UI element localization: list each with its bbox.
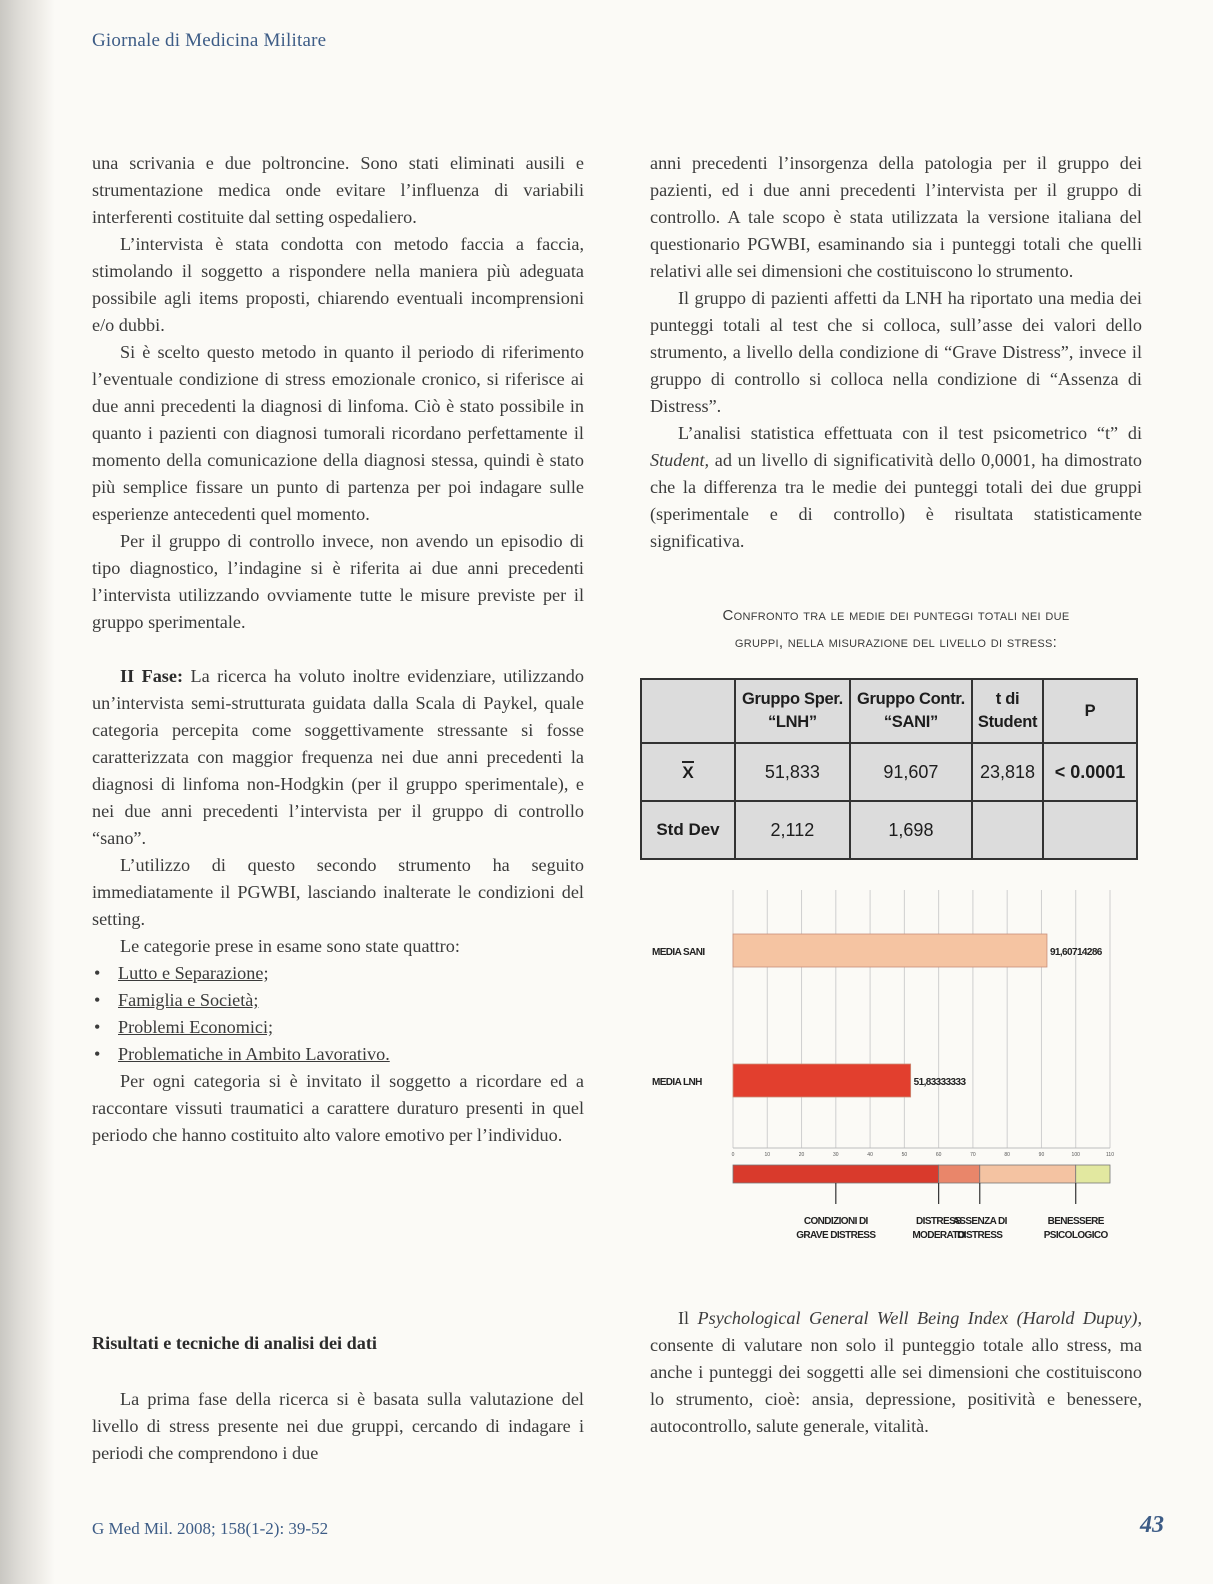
table-cell: 51,833 (735, 743, 850, 801)
table-row (641, 743, 1137, 801)
table-row (641, 801, 1137, 859)
row-label-std: Std Dev (641, 801, 735, 859)
scale-band (733, 1165, 939, 1183)
scale-label: DISTRESS (957, 1230, 1003, 1241)
stress-bar-chart (640, 880, 1140, 1250)
table-cell (1043, 801, 1137, 859)
category-label: MEDIA LNH (652, 1077, 702, 1088)
tick-label: 80 (1004, 1152, 1010, 1158)
category-label: MEDIA SANI (652, 947, 705, 958)
scale-label: BENESSERE (1047, 1216, 1104, 1227)
table-cell: 1,698 (850, 801, 972, 859)
scale-band (980, 1165, 1076, 1183)
paragraph: Il gruppo di pazienti affetti da LNH ha riportato una media dei punteggi totali al test che si colloca, sull’asse dei valori dello strumento, a livello della condizione di “Grave Distress”, invece il gruppo di controllo si colloca nella condizione di “Assenza di Distress”. (650, 288, 1142, 416)
page-spine-shadow (0, 0, 55, 1584)
paragraph-phase-2 (92, 663, 584, 852)
paragraph: Si è scelto questo metodo in quanto il periodo di riferimento l’eventuale condizione di stress emozionale cronico, si riferisce ai due anni precedenti la diagnosi di linfoma. Ciò è stato possibile in quanto i pazienti con diagnosi tumorali ricordano perfettamente il momento della comunicazione della diagnosi stessa, quindi è stato più semplice fissare un punto di partenza per poi indagare sulle esperienze antecedenti quel momento. (92, 342, 584, 524)
tick-label: 50 (901, 1152, 908, 1158)
header-gruppo-sper: Gruppo Sper. “LNH” (735, 679, 850, 743)
list-item: • Problemi Economici; (92, 1014, 584, 1041)
table-cell: 23,818 (972, 743, 1043, 801)
paragraph: La prima fase della ricerca si è basata sulla valutazione del livello di stress presente nei due gruppi, cercando di indagare i periodi che comprendono i due (92, 1389, 584, 1463)
section-title: Risultati e tecniche di analisi dei dati (92, 1333, 377, 1353)
table-cell (972, 801, 1043, 859)
paragraph: Per il gruppo di controllo invece, non avendo un episodio di tipo diagnostico, l’indagine si è riferita ai due anni precedenti l’intervista utilizzando ovviamente tutte le misure previste per il gruppo sperimentale. (92, 531, 584, 632)
scale-label: ASSENZA DI (952, 1216, 1007, 1227)
student-italic: Student, (650, 450, 710, 470)
data-label: 51,83333333 (913, 1077, 966, 1088)
phase-label: II Fase: (120, 666, 184, 686)
tick-label: 40 (867, 1152, 873, 1158)
table-caption: Confronto tra le medie dei punteggi totali nei due gruppi, nella misurazione del livello di stress: (722, 607, 1070, 651)
footer-citation: G Med Mil. 2008; 158(1-2): 39-52 (92, 1519, 329, 1538)
paragraph: Per ogni categoria si è invitato il soggetto a ricordare ed a raccontare vissuti traumatici a carattere duraturo presenti in quel periodo che hanno costituito alto valore emotivo per l’individuo. (92, 1071, 584, 1145)
scale-label: DISTRESS (916, 1216, 962, 1227)
tick-label: 20 (798, 1152, 805, 1158)
phase-text: La ricerca ha voluto inoltre evidenziare, utilizzando un’intervista semi-strutturata guidata dalla Scala di Paykel, quale categoria percepita come soggettivamente stressante si fosse caratterizzata con maggior frequenza nei due anni precedenti la diagnosi di linfoma non-Hodgkin (per il gruppo sperimentale), e nei due anni precedenti l’intervista per il gruppo di controllo “sano”. (92, 666, 584, 848)
paragraph-ttest: L’analisi statistica effettuata con il test psicometrico “t” di Student, ad un livello di significatività dello 0,0001, ha dimostrato che la differenza tra le medie dei punteggi totali dei due gruppi (sperimentale e di controllo) è risultata statisticamente significativa. (650, 423, 1142, 551)
data-label: 91,60714286 (1049, 947, 1102, 958)
table-cell: 2,112 (735, 801, 850, 859)
scale-label: CONDIZIONI DI (803, 1216, 868, 1227)
list-item: • Lutto e Separazione; (92, 960, 584, 987)
bar (733, 1064, 911, 1097)
header-p: P (1043, 679, 1137, 743)
tick-label: 100 (1071, 1152, 1080, 1158)
tick-label: 0 (731, 1152, 735, 1158)
tick-label: 90 (1038, 1152, 1045, 1158)
tick-label: 60 (935, 1152, 942, 1158)
header-gruppo-contr: Gruppo Contr. “SANI” (850, 679, 972, 743)
scale-label: PSICOLOGICO (1043, 1230, 1108, 1241)
left-column (92, 150, 584, 1149)
paragraph: L’utilizzo di questo secondo strumento ha seguito immediatamente il PGWBI, lasciando inalterate le condizioni del setting. (92, 855, 584, 929)
scale-label: GRAVE DISTRESS (796, 1230, 876, 1241)
table-header-row (641, 679, 1137, 743)
list-item: • Famiglia e Società; (92, 987, 584, 1014)
list-item: • Problematiche in Ambito Lavorativo. (92, 1041, 584, 1068)
paragraph: Le categorie prese in esame sono state quattro: (120, 936, 460, 956)
row-label-mean: X (641, 743, 735, 801)
journal-title: Giornale di Medicina Militare (92, 30, 327, 51)
scale-label: MODERATO (912, 1230, 965, 1241)
tick-label: 10 (764, 1152, 771, 1158)
paragraph: una scrivania e due poltroncine. Sono stati eliminati ausili e strumentazione medica onde evitare l’influenza di variabili interferenti costituite dal setting ospedaliero. (92, 153, 584, 227)
stats-table (640, 678, 1138, 860)
tick-label: 30 (833, 1152, 839, 1158)
paragraph: L’intervista è stata condotta con metodo faccia a faccia, stimolando il soggetto a rispondere nella maniera più adeguata possibile agli items proposti, chiarendo eventuali incomprensioni e/o dubbi. (92, 234, 584, 335)
table-cell: 91,607 (850, 743, 972, 801)
pgwbi-italic: Psychological General Well Being Index (Harold Dupuy), (697, 1308, 1142, 1328)
right-column (650, 150, 1142, 555)
paragraph-pgwbi: Il Psychological General Well Being Index (Harold Dupuy), consente di valutare non solo il punteggio totale allo stress, ma anche i punteggi dei soggetti alle sei dimensioni che costituiscono lo strumento, cioè: ansia, depressione, positività e benessere, autocontrollo, salute generale, vitalità. (650, 1308, 1142, 1436)
bar (733, 934, 1047, 967)
category-list (92, 960, 584, 1068)
table-corner (641, 679, 735, 743)
paragraph: anni precedenti l’insorgenza della patologia per il gruppo dei pazienti, ed i due anni precedenti l’intervista per il gruppo di controllo. A tale scopo è stata utilizzata la versione italiana del questionario PGWBI, esaminando sia i punteggi totali che quelli relativi alle sei dimensioni che costituiscono lo strumento. (650, 153, 1142, 281)
scale-band (1076, 1165, 1110, 1183)
tick-label: 110 (1106, 1152, 1114, 1158)
table-cell-p: < 0.0001 (1043, 743, 1137, 801)
page-number: 43 (1140, 1512, 1164, 1538)
tick-label: 70 (970, 1152, 976, 1158)
scale-band (939, 1165, 980, 1183)
header-t-student: t di Student (972, 679, 1043, 743)
